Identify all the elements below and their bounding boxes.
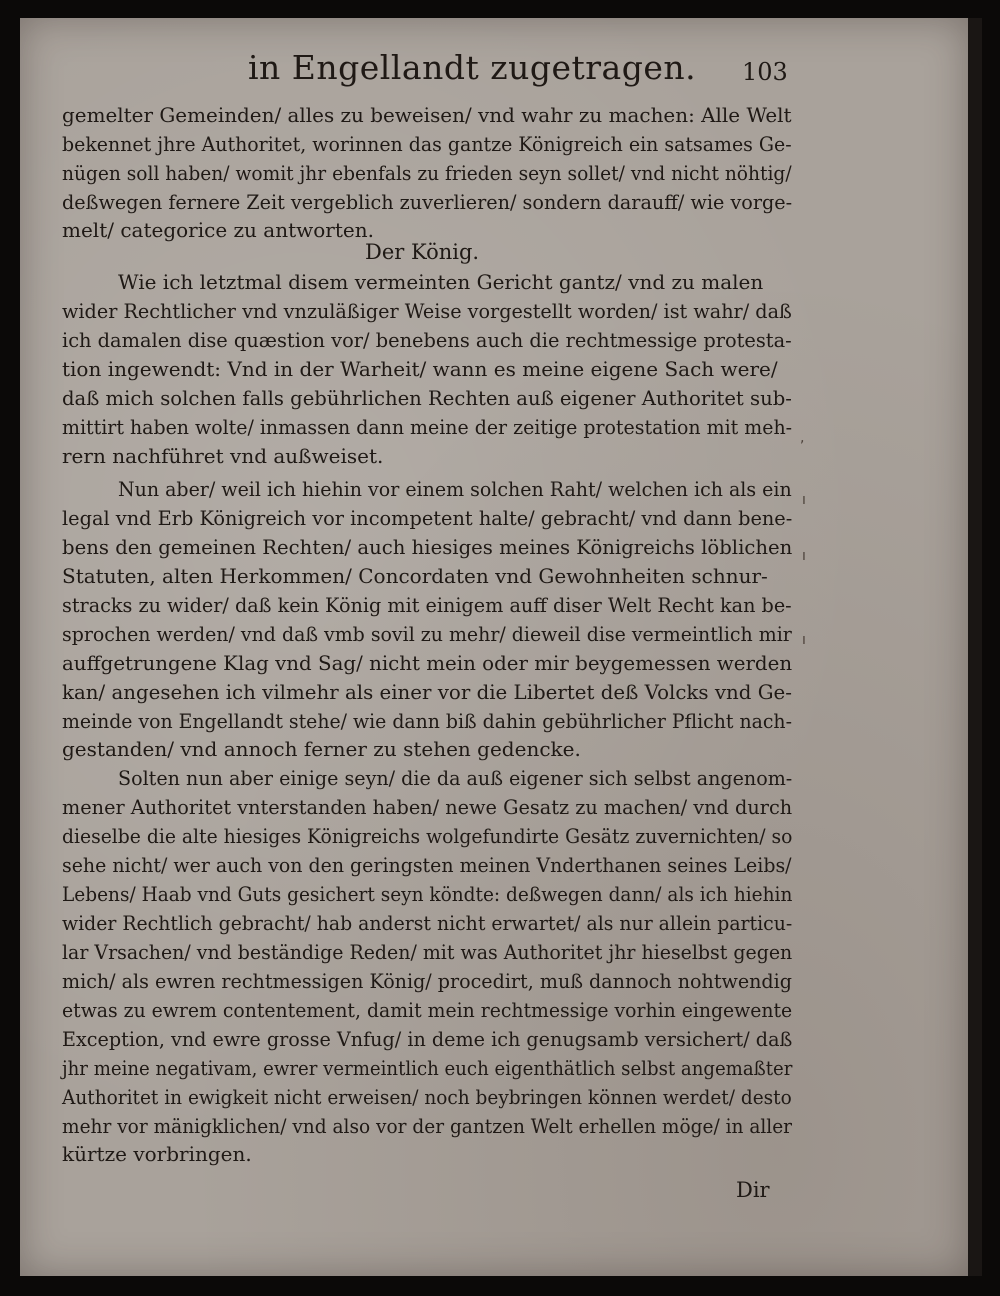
body-line: etwas zu ewrem contentement, damit mein rechtmessige vorhin eingewente (62, 998, 793, 1022)
margin-mark: ı (802, 548, 806, 564)
body-line: meinde von Engellandt stehe/ wie dann biß dahin gebührlicher Pflicht nach- (62, 709, 792, 733)
body-line: lar Vrsachen/ vnd beständige Reden/ mit was Authoritet jhr hieselbst gegen (62, 940, 793, 964)
body-line: mener Authoritet vnterstanden haben/ newe Gesatz zu machen/ vnd durch (62, 795, 793, 819)
body-line: daß mich solchen falls gebührlichen Rechten auß eigener Authoritet sub- (62, 386, 792, 410)
body-line: Lebens/ Haab vnd Guts gesichert seyn köndte: deßwegen dann/ als ich hiehin (62, 882, 793, 906)
body-line: stracks zu wider/ daß kein König mit einigem auff diser Welt Recht kan be- (62, 593, 792, 617)
page-number: 103 (742, 58, 788, 86)
body-line: legal vnd Erb Königreich vor incompetent halte/ gebracht/ vnd dann bene- (62, 506, 793, 530)
body-line: rern nachführet vnd außweiset. (62, 444, 384, 468)
body-line: wider Rechtlich gebracht/ hab anderst nicht erwartet/ als nur allein particu- (62, 911, 793, 935)
body-line: dieselbe die alte hiesiges Königreichs wolgefundirte Gesätz zuvernichten/ so (62, 824, 793, 848)
body-line: kürtze vorbringen. (62, 1142, 252, 1166)
body-line: deßwegen fernere Zeit vergeblich zuverlieren/ sondern darauff/ wie vorge- (62, 190, 793, 214)
body-line: mehr vor mänigklichen/ vnd also vor der gantzen Welt erhellen möge/ in aller (62, 1114, 793, 1138)
body-line: gestanden/ vnd annoch ferner zu stehen gedencke. (62, 737, 581, 761)
body-line: ich damalen dise quæstion vor/ benebens auch die rechtmessige protesta- (62, 328, 792, 352)
body-line: tion ingewendt: Vnd in der Warheit/ wann es meine eigene Sach were/ (62, 357, 778, 381)
running-title: in Engellandt zugetragen. (248, 48, 697, 87)
body-line: Solten nun aber einige seyn/ die da auß eigener sich selbst angenom- (118, 766, 793, 790)
body-line: mich/ als ewren rechtmessigen König/ procedirt, muß dannoch nohtwendig (62, 969, 792, 993)
body-line: melt/ categorice zu antworten. (62, 218, 374, 242)
body-line: Wie ich letztmal disem vermeinten Gericht gantz/ vnd zu malen (118, 270, 764, 294)
body-line: sehe nicht/ wer auch von den geringsten meinen Vnderthanen seines Leibs/ (62, 853, 792, 877)
margin-mark: ı (802, 492, 806, 508)
body-line: auffgetrungene Klag vnd Sag/ nicht mein oder mir beygemessen werden (62, 651, 793, 675)
body-line: sprochen werden/ vnd daß vmb sovil zu mehr/ dieweil dise vermeintlich mir (62, 622, 792, 646)
margin-mark: , (800, 430, 805, 446)
body-line: gemelter Gemeinden/ alles zu beweisen/ vnd wahr zu machen: Alle Welt (62, 103, 792, 127)
body-line: jhr meine negativam, ewrer vermeintlich euch eigenthätlich selbst angemaßter (62, 1056, 793, 1080)
body-line: Statuten, alten Herkommen/ Concordaten vnd Gewohnheiten schnur- (62, 564, 768, 588)
body-line: bekennet jhre Authoritet, worinnen das gantze Königreich ein satsames Ge- (62, 132, 792, 156)
body-line: mittirt haben wolte/ inmassen dann meine der zeitige protestation mit meh- (62, 415, 793, 439)
page-edge-shadow (968, 18, 982, 1276)
body-line: Exception, vnd ewre grosse Vnfug/ in deme ich genugsamb versichert/ daß (62, 1027, 793, 1051)
body-line: kan/ angesehen ich vilmehr als einer vor die Libertet deß Volcks vnd Ge- (62, 680, 792, 704)
body-line: Authoritet in ewigkeit nicht erweisen/ noch beybringen können werdet/ desto (62, 1085, 792, 1109)
body-line: Nun aber/ weil ich hiehin vor einem solchen Raht/ welchen ich als ein (118, 477, 792, 501)
body-line: bens den gemeinen Rechten/ auch hiesiges meines Königreichs löblichen (62, 535, 793, 559)
section-heading: Der König. (365, 240, 480, 264)
catchword: Dir (736, 1178, 770, 1202)
margin-mark: ı (802, 632, 806, 648)
body-line: nügen soll haben/ womit jhr ebenfals zu frieden seyn sollet/ vnd nicht nöhtig/ (62, 161, 792, 185)
body-line: wider Rechtlicher vnd vnzuläßiger Weise vorgestellt worden/ ist wahr/ daß (62, 299, 792, 323)
